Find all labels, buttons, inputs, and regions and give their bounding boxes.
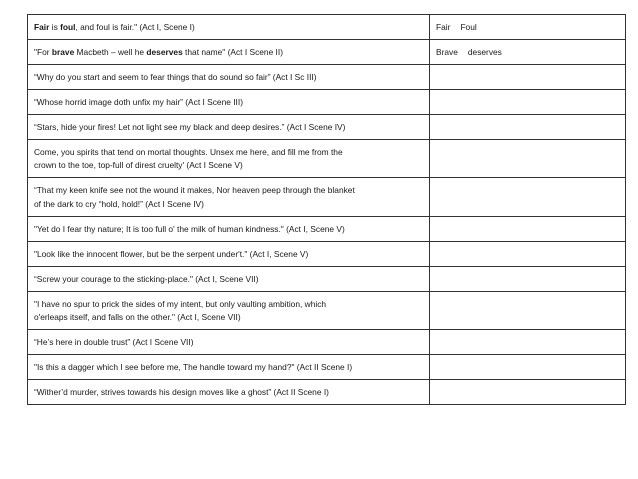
quote-line: “That my keen knife see not the wound it makes, Nor heaven peep through the blanket xyxy=(34,185,355,195)
table-row xyxy=(28,355,626,380)
key-words-cell xyxy=(430,355,626,380)
quote-text: “Whose horrid image doth unfix my hair” (Act I Scene III) xyxy=(34,96,243,107)
table-row xyxy=(28,65,626,90)
key-word: Fair xyxy=(436,21,451,32)
key-words-cell xyxy=(430,15,626,40)
quote-cell xyxy=(28,90,430,115)
quote-cell xyxy=(28,115,430,140)
quote-line: crown to the toe, top-full of direst cruelty' (Act I Scene V) xyxy=(34,160,243,170)
table-row xyxy=(28,267,626,292)
bold-keyword: deserves xyxy=(146,46,183,57)
key-words-cell xyxy=(430,65,626,90)
quote-cell xyxy=(28,380,430,405)
quote-text: “Why do you start and seem to fear things that do sound so fair” (Act I Sc III) xyxy=(34,71,317,82)
quote-cell xyxy=(28,292,430,330)
table-row xyxy=(28,90,626,115)
bold-keyword: brave xyxy=(51,46,75,57)
quote-cell xyxy=(28,65,430,90)
key-word: deserves xyxy=(467,46,502,57)
quote-line: Come, you spirits that tend on mortal thoughts. Unsex me here, and fill me from the xyxy=(34,146,343,157)
quote-line: o'erleaps itself, and falls on the other." (Act I, Scene VII) xyxy=(34,312,241,322)
quote-cell xyxy=(28,140,430,178)
quote-text: Macbeth – well he xyxy=(74,46,147,57)
table-row xyxy=(28,292,626,330)
table-row xyxy=(28,15,626,40)
key-words-cell xyxy=(430,267,626,292)
key-word: Brave xyxy=(436,46,458,57)
quote-cell xyxy=(28,242,430,267)
quote-text: "Yet do I fear thy nature; It is too full o' the milk of human kindness." (Act I, Scene V) xyxy=(34,223,345,234)
key-word: Foul xyxy=(460,21,477,32)
table-row xyxy=(28,380,626,405)
key-words-cell xyxy=(430,140,626,178)
quote-cell xyxy=(28,15,430,40)
quote-text: “He’s here in double trust” (Act I Scene VII) xyxy=(34,336,194,347)
bold-keyword: foul xyxy=(60,21,76,32)
table-row xyxy=(28,330,626,355)
quote-cell xyxy=(28,217,430,242)
table-row xyxy=(28,140,626,178)
quote-cell xyxy=(28,178,430,217)
key-words-cell xyxy=(430,90,626,115)
quote-line: "I have no spur to prick the sides of my intent, but only vaulting ambition, which xyxy=(34,298,327,309)
quote-cell xyxy=(28,330,430,355)
quote-cell xyxy=(28,40,430,65)
quote-text: “Stars, hide your fires! Let not light see my black and deep desires.” (Act I Scene IV) xyxy=(34,121,346,132)
quote-line: of the dark to cry “hold, hold!” (Act I Scene IV) xyxy=(34,198,204,209)
key-words-cell xyxy=(430,292,626,330)
quote-text: "For xyxy=(34,46,52,57)
table-row xyxy=(28,40,626,65)
quote-text: , and foul is fair." (Act I, Scene I) xyxy=(75,21,195,32)
quote-text: “Screw your courage to the sticking-place." (Act I, Scene VII) xyxy=(34,273,259,284)
key-words-cell xyxy=(430,178,626,217)
key-words-cell xyxy=(430,40,626,65)
key-words-cell xyxy=(430,330,626,355)
quote-text: that name" (Act I Scene II) xyxy=(182,46,283,57)
quote-text: “Wither’d murder, strives towards his design moves like a ghost” (Act II Scene I) xyxy=(34,386,329,397)
key-words-cell xyxy=(430,380,626,405)
quote-text: "Is this a dagger which I see before me, The handle toward my hand?" (Act II Scene I) xyxy=(34,361,353,372)
table-row xyxy=(28,115,626,140)
quote-cell xyxy=(28,355,430,380)
key-words-cell xyxy=(430,115,626,140)
quote-text: is xyxy=(49,21,61,32)
quotes-table xyxy=(27,14,626,405)
bold-keyword: Fair xyxy=(34,21,50,32)
table-row xyxy=(28,217,626,242)
table-row xyxy=(28,178,626,217)
key-words-cell xyxy=(430,217,626,242)
quote-cell xyxy=(28,267,430,292)
quote-text: "Look like the innocent flower, but be the serpent under't." (Act I, Scene V) xyxy=(34,248,309,259)
table-row xyxy=(28,242,626,267)
key-words-cell xyxy=(430,242,626,267)
worksheet xyxy=(27,14,611,405)
